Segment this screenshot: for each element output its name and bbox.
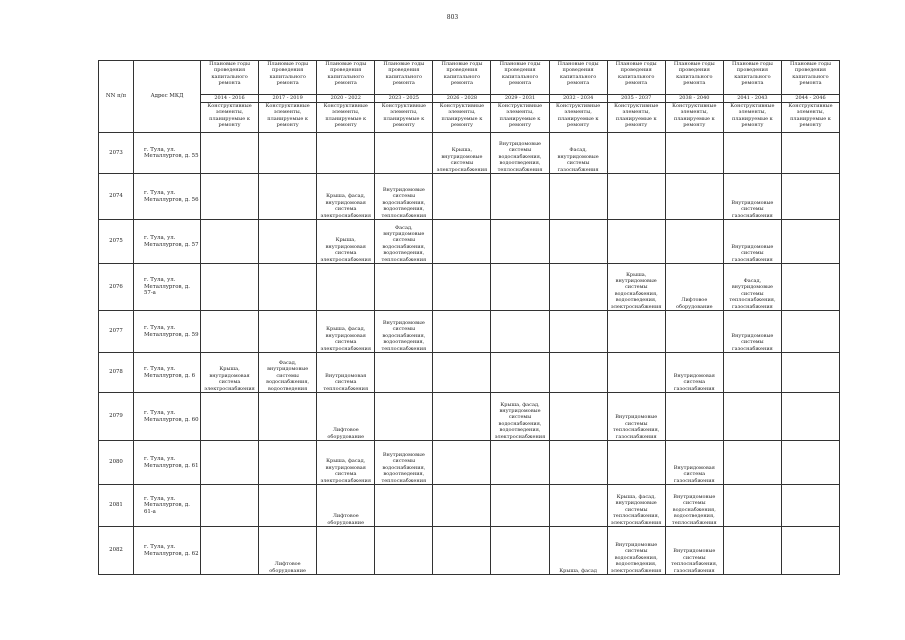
repair-elements-cell bbox=[433, 311, 491, 353]
repair-elements-cell: Фасад, внутридомовые системы водоснабжения, водоотведения, теплоснабжения bbox=[375, 220, 433, 264]
period-title-header: Плановые годы проведения капитального ремонта bbox=[781, 61, 839, 95]
row-address: г. Тула, ул. Металлургов, д. 57 bbox=[134, 220, 201, 264]
period-range-header: 2023 - 2025 bbox=[375, 95, 433, 103]
repair-elements-cell bbox=[491, 441, 549, 485]
repair-elements-cell bbox=[201, 527, 259, 575]
row-number: 2074 bbox=[99, 174, 134, 220]
table-row bbox=[99, 174, 840, 220]
repair-elements-cell bbox=[607, 174, 665, 220]
row-address: г. Тула, ул. Металлургов, д. 62 bbox=[134, 527, 201, 575]
table-row bbox=[99, 311, 840, 353]
repair-elements-cell bbox=[549, 264, 607, 311]
repair-elements-cell: Крыша, фасад, внутридомовые системы водоснабжения, водоотведения, электроснабжения bbox=[491, 393, 549, 441]
repair-elements-cell bbox=[201, 133, 259, 174]
repair-elements-cell bbox=[549, 485, 607, 527]
row-address: г. Тула, ул. Металлургов, д. 61-а bbox=[134, 485, 201, 527]
repair-elements-cell: Крыша, фасад bbox=[549, 527, 607, 575]
elements-header: Конструктивные элементы, планируемые к ремонту bbox=[201, 103, 259, 133]
repair-elements-cell bbox=[201, 264, 259, 311]
repair-elements-cell bbox=[433, 353, 491, 393]
repair-elements-cell bbox=[781, 527, 839, 575]
repair-elements-cell bbox=[491, 174, 549, 220]
row-address: г. Тула, ул. Металлургов, д. 60 bbox=[134, 393, 201, 441]
repair-elements-cell bbox=[317, 264, 375, 311]
row-address: г. Тула, ул. Металлургов, д. 56 bbox=[134, 174, 201, 220]
elements-header: Конструктивные элементы, планируемые к ремонту bbox=[781, 103, 839, 133]
repair-elements-cell bbox=[781, 264, 839, 311]
repair-elements-cell bbox=[375, 527, 433, 575]
row-number: 2079 bbox=[99, 393, 134, 441]
page-number: 803 bbox=[446, 14, 459, 21]
repair-elements-cell: Лифтовое оборудование bbox=[317, 485, 375, 527]
repair-elements-cell bbox=[317, 133, 375, 174]
repair-elements-cell bbox=[549, 220, 607, 264]
period-title-header: Плановые годы проведения капитального ремонта bbox=[723, 61, 781, 95]
repair-elements-cell bbox=[491, 311, 549, 353]
repair-elements-cell bbox=[549, 441, 607, 485]
row-number: 2077 bbox=[99, 311, 134, 353]
repair-elements-cell bbox=[259, 133, 317, 174]
row-address: г. Тула, ул. Металлургов, д. 61 bbox=[134, 441, 201, 485]
repair-elements-cell: Внутридомовые системы газоснабжения bbox=[723, 220, 781, 264]
repair-elements-cell bbox=[433, 264, 491, 311]
period-range-header: 2014 - 2016 bbox=[201, 95, 259, 103]
repair-elements-cell bbox=[781, 311, 839, 353]
repair-elements-cell bbox=[781, 220, 839, 264]
repair-elements-cell: Лифтовое оборудование bbox=[317, 393, 375, 441]
repair-elements-cell bbox=[433, 220, 491, 264]
repair-elements-cell bbox=[259, 441, 317, 485]
period-title-header: Плановые годы проведения капитального ремонта bbox=[317, 61, 375, 95]
repair-elements-cell bbox=[433, 393, 491, 441]
row-number: 2081 bbox=[99, 485, 134, 527]
repair-elements-cell bbox=[723, 485, 781, 527]
repair-elements-cell: Внутридомовые системы теплоснабжения, газоснабжения bbox=[665, 527, 723, 575]
repair-elements-cell: Внутридомовые системы водоснабжения, водоотведения, теплоснабжения bbox=[375, 174, 433, 220]
repair-elements-cell: Крыша, фасад, внутридомовая система электроснабжения bbox=[317, 174, 375, 220]
repair-elements-cell bbox=[723, 133, 781, 174]
period-range-header: 2020 - 2022 bbox=[317, 95, 375, 103]
repair-elements-cell: Внутридомовая система газоснабжения bbox=[665, 441, 723, 485]
repair-elements-cell: Внутридомовая система газоснабжения bbox=[665, 353, 723, 393]
repair-elements-cell bbox=[549, 311, 607, 353]
repair-elements-cell: Фасад, внутридомовые системы водоснабжения, водоотведения bbox=[259, 353, 317, 393]
repair-elements-cell bbox=[259, 264, 317, 311]
repair-elements-cell bbox=[433, 174, 491, 220]
row-number: 2075 bbox=[99, 220, 134, 264]
repair-elements-cell: Крыша, фасад, внутридомовая система электроснабжения bbox=[317, 311, 375, 353]
repair-elements-cell bbox=[201, 311, 259, 353]
repair-elements-cell: Внутридомовые системы водоснабжения, водоотведения, теплоснабжения bbox=[375, 441, 433, 485]
repair-elements-cell: Фасад, внутридомовые системы теплоснабжения, газоснабжения bbox=[723, 264, 781, 311]
repair-elements-cell: Внутридомовые системы теплоснабжения, газоснабжения bbox=[607, 393, 665, 441]
period-title-header: Плановые годы проведения капитального ремонта bbox=[201, 61, 259, 95]
table-header bbox=[99, 61, 840, 133]
repair-elements-cell bbox=[433, 527, 491, 575]
table-body bbox=[99, 133, 840, 575]
elements-header: Конструктивные элементы, планируемые к ремонту bbox=[317, 103, 375, 133]
repair-elements-cell bbox=[491, 527, 549, 575]
period-range-header: 2026 - 2028 bbox=[433, 95, 491, 103]
period-title-header: Плановые годы проведения капитального ремонта bbox=[549, 61, 607, 95]
repair-elements-cell bbox=[723, 353, 781, 393]
repair-elements-cell bbox=[259, 393, 317, 441]
repair-elements-cell: Крыша, внутридомовые системы водоснабжения, водоотведения, электроснабжения bbox=[607, 264, 665, 311]
repair-elements-cell bbox=[375, 485, 433, 527]
repair-elements-cell bbox=[781, 485, 839, 527]
table-row bbox=[99, 264, 840, 311]
elements-header: Конструктивные элементы, планируемые к ремонту bbox=[607, 103, 665, 133]
repair-elements-cell bbox=[491, 220, 549, 264]
period-range-header: 2038 - 2040 bbox=[665, 95, 723, 103]
repair-elements-cell: Лифтовое оборудование bbox=[259, 527, 317, 575]
repair-elements-cell bbox=[201, 174, 259, 220]
period-title-header: Плановые годы проведения капитального ремонта bbox=[259, 61, 317, 95]
elements-header: Конструктивные элементы, планируемые к ремонту bbox=[259, 103, 317, 133]
repair-elements-cell bbox=[665, 220, 723, 264]
elements-header: Конструктивные элементы, планируемые к ремонту bbox=[433, 103, 491, 133]
repair-elements-cell bbox=[375, 353, 433, 393]
repair-elements-cell: Крыша, фасад, внутридомовая система электроснабжения bbox=[317, 441, 375, 485]
repair-elements-cell: Внутридомовые системы газоснабжения bbox=[723, 311, 781, 353]
repair-elements-cell: Внутридомовая система теплоснабжения bbox=[317, 353, 375, 393]
table-row bbox=[99, 353, 840, 393]
repair-elements-cell bbox=[607, 311, 665, 353]
repair-elements-cell: Лифтовое оборудование bbox=[665, 264, 723, 311]
repair-elements-cell bbox=[375, 393, 433, 441]
repair-elements-cell bbox=[433, 441, 491, 485]
row-address: г. Тула, ул. Металлургов, д. 6 bbox=[134, 353, 201, 393]
repair-elements-cell bbox=[317, 527, 375, 575]
address-column-header: Адрес МКД bbox=[134, 61, 201, 133]
repair-elements-cell bbox=[665, 311, 723, 353]
repair-elements-cell bbox=[201, 393, 259, 441]
repair-elements-cell bbox=[607, 353, 665, 393]
repair-elements-cell bbox=[607, 441, 665, 485]
period-title-header: Плановые годы проведения капитального ремонта bbox=[433, 61, 491, 95]
repair-elements-cell bbox=[259, 174, 317, 220]
period-range-header: 2044 - 2046 bbox=[781, 95, 839, 103]
repair-elements-cell: Крыша, внутридомовая система электроснабжения bbox=[201, 353, 259, 393]
period-range-header: 2017 - 2019 bbox=[259, 95, 317, 103]
period-title-header: Плановые годы проведения капитального ремонта bbox=[607, 61, 665, 95]
repair-elements-cell bbox=[723, 441, 781, 485]
table-row bbox=[99, 485, 840, 527]
repair-elements-cell: Крыша, внутридомовая система электроснабжения bbox=[317, 220, 375, 264]
row-number: 2080 bbox=[99, 441, 134, 485]
period-range-header: 2029 - 2031 bbox=[491, 95, 549, 103]
repair-elements-cell bbox=[665, 393, 723, 441]
repair-elements-cell bbox=[723, 527, 781, 575]
repair-elements-cell bbox=[491, 353, 549, 393]
repair-elements-cell bbox=[375, 264, 433, 311]
row-number: 2078 bbox=[99, 353, 134, 393]
elements-header: Конструктивные элементы, планируемые к ремонту bbox=[723, 103, 781, 133]
period-title-header: Плановые годы проведения капитального ремонта bbox=[375, 61, 433, 95]
elements-header: Конструктивные элементы, планируемые к ремонту bbox=[665, 103, 723, 133]
repair-elements-cell bbox=[781, 174, 839, 220]
repair-elements-cell: Внутридомовые системы водоснабжения, водоотведения, теплоснабжения bbox=[375, 311, 433, 353]
repair-elements-cell: Внутридомовые системы водоснабжения, водоотведения, теплоснабжения bbox=[665, 485, 723, 527]
repair-elements-cell bbox=[259, 485, 317, 527]
repair-elements-cell bbox=[201, 485, 259, 527]
repair-elements-cell bbox=[201, 441, 259, 485]
repair-elements-cell: Внутридомовые системы водоснабжения, водоотведения, электроснабжения bbox=[607, 527, 665, 575]
repair-elements-cell bbox=[549, 353, 607, 393]
row-number: 2076 bbox=[99, 264, 134, 311]
period-title-header: Плановые годы проведения капитального ремонта bbox=[491, 61, 549, 95]
row-number: 2073 bbox=[99, 133, 134, 174]
elements-header: Конструктивные элементы, планируемые к ремонту bbox=[491, 103, 549, 133]
repair-elements-cell bbox=[433, 485, 491, 527]
repair-elements-cell: Фасад, внутридомовые системы газоснабжения bbox=[549, 133, 607, 174]
table-row bbox=[99, 393, 840, 441]
repair-elements-cell bbox=[259, 220, 317, 264]
repair-elements-cell: Внутридомовые системы водоснабжения, водоотведения, теплоснабжения bbox=[491, 133, 549, 174]
elements-header: Конструктивные элементы, планируемые к ремонту bbox=[375, 103, 433, 133]
repair-elements-cell bbox=[259, 311, 317, 353]
repair-elements-cell bbox=[723, 393, 781, 441]
repair-elements-cell bbox=[607, 220, 665, 264]
repair-elements-cell bbox=[491, 264, 549, 311]
repair-elements-cell bbox=[491, 485, 549, 527]
repair-elements-cell bbox=[781, 393, 839, 441]
number-column-header: NN п/п bbox=[99, 61, 134, 133]
period-range-header: 2041 - 2043 bbox=[723, 95, 781, 103]
repair-elements-cell bbox=[201, 220, 259, 264]
repair-elements-cell: Крыша, фасад, внутридомовые системы теплоснабжения, электроснабжения bbox=[607, 485, 665, 527]
table-row bbox=[99, 133, 840, 174]
repair-elements-cell bbox=[781, 353, 839, 393]
repair-elements-cell: Внутридомовые системы газоснабжения bbox=[723, 174, 781, 220]
table-row bbox=[99, 527, 840, 575]
row-number: 2082 bbox=[99, 527, 134, 575]
repair-elements-cell: Крыша, внутридомовые системы электроснабжения bbox=[433, 133, 491, 174]
row-address: г. Тула, ул. Металлургов, д. 55 bbox=[134, 133, 201, 174]
repair-elements-cell bbox=[665, 174, 723, 220]
period-title-header: Плановые годы проведения капитального ремонта bbox=[665, 61, 723, 95]
repair-elements-cell bbox=[781, 133, 839, 174]
row-address: г. Тула, ул. Металлургов, д. 57-а bbox=[134, 264, 201, 311]
period-range-header: 2032 - 2034 bbox=[549, 95, 607, 103]
elements-header: Конструктивные элементы, планируемые к ремонту bbox=[549, 103, 607, 133]
repair-elements-cell bbox=[607, 133, 665, 174]
repair-elements-cell bbox=[375, 133, 433, 174]
repair-elements-cell bbox=[781, 441, 839, 485]
repair-elements-cell bbox=[549, 393, 607, 441]
table-row bbox=[99, 220, 840, 264]
repair-schedule-table bbox=[98, 60, 840, 575]
table-row bbox=[99, 441, 840, 485]
repair-elements-cell bbox=[665, 133, 723, 174]
period-range-header: 2035 - 2037 bbox=[607, 95, 665, 103]
row-address: г. Тула, ул. Металлургов, д. 59 bbox=[134, 311, 201, 353]
repair-elements-cell bbox=[549, 174, 607, 220]
